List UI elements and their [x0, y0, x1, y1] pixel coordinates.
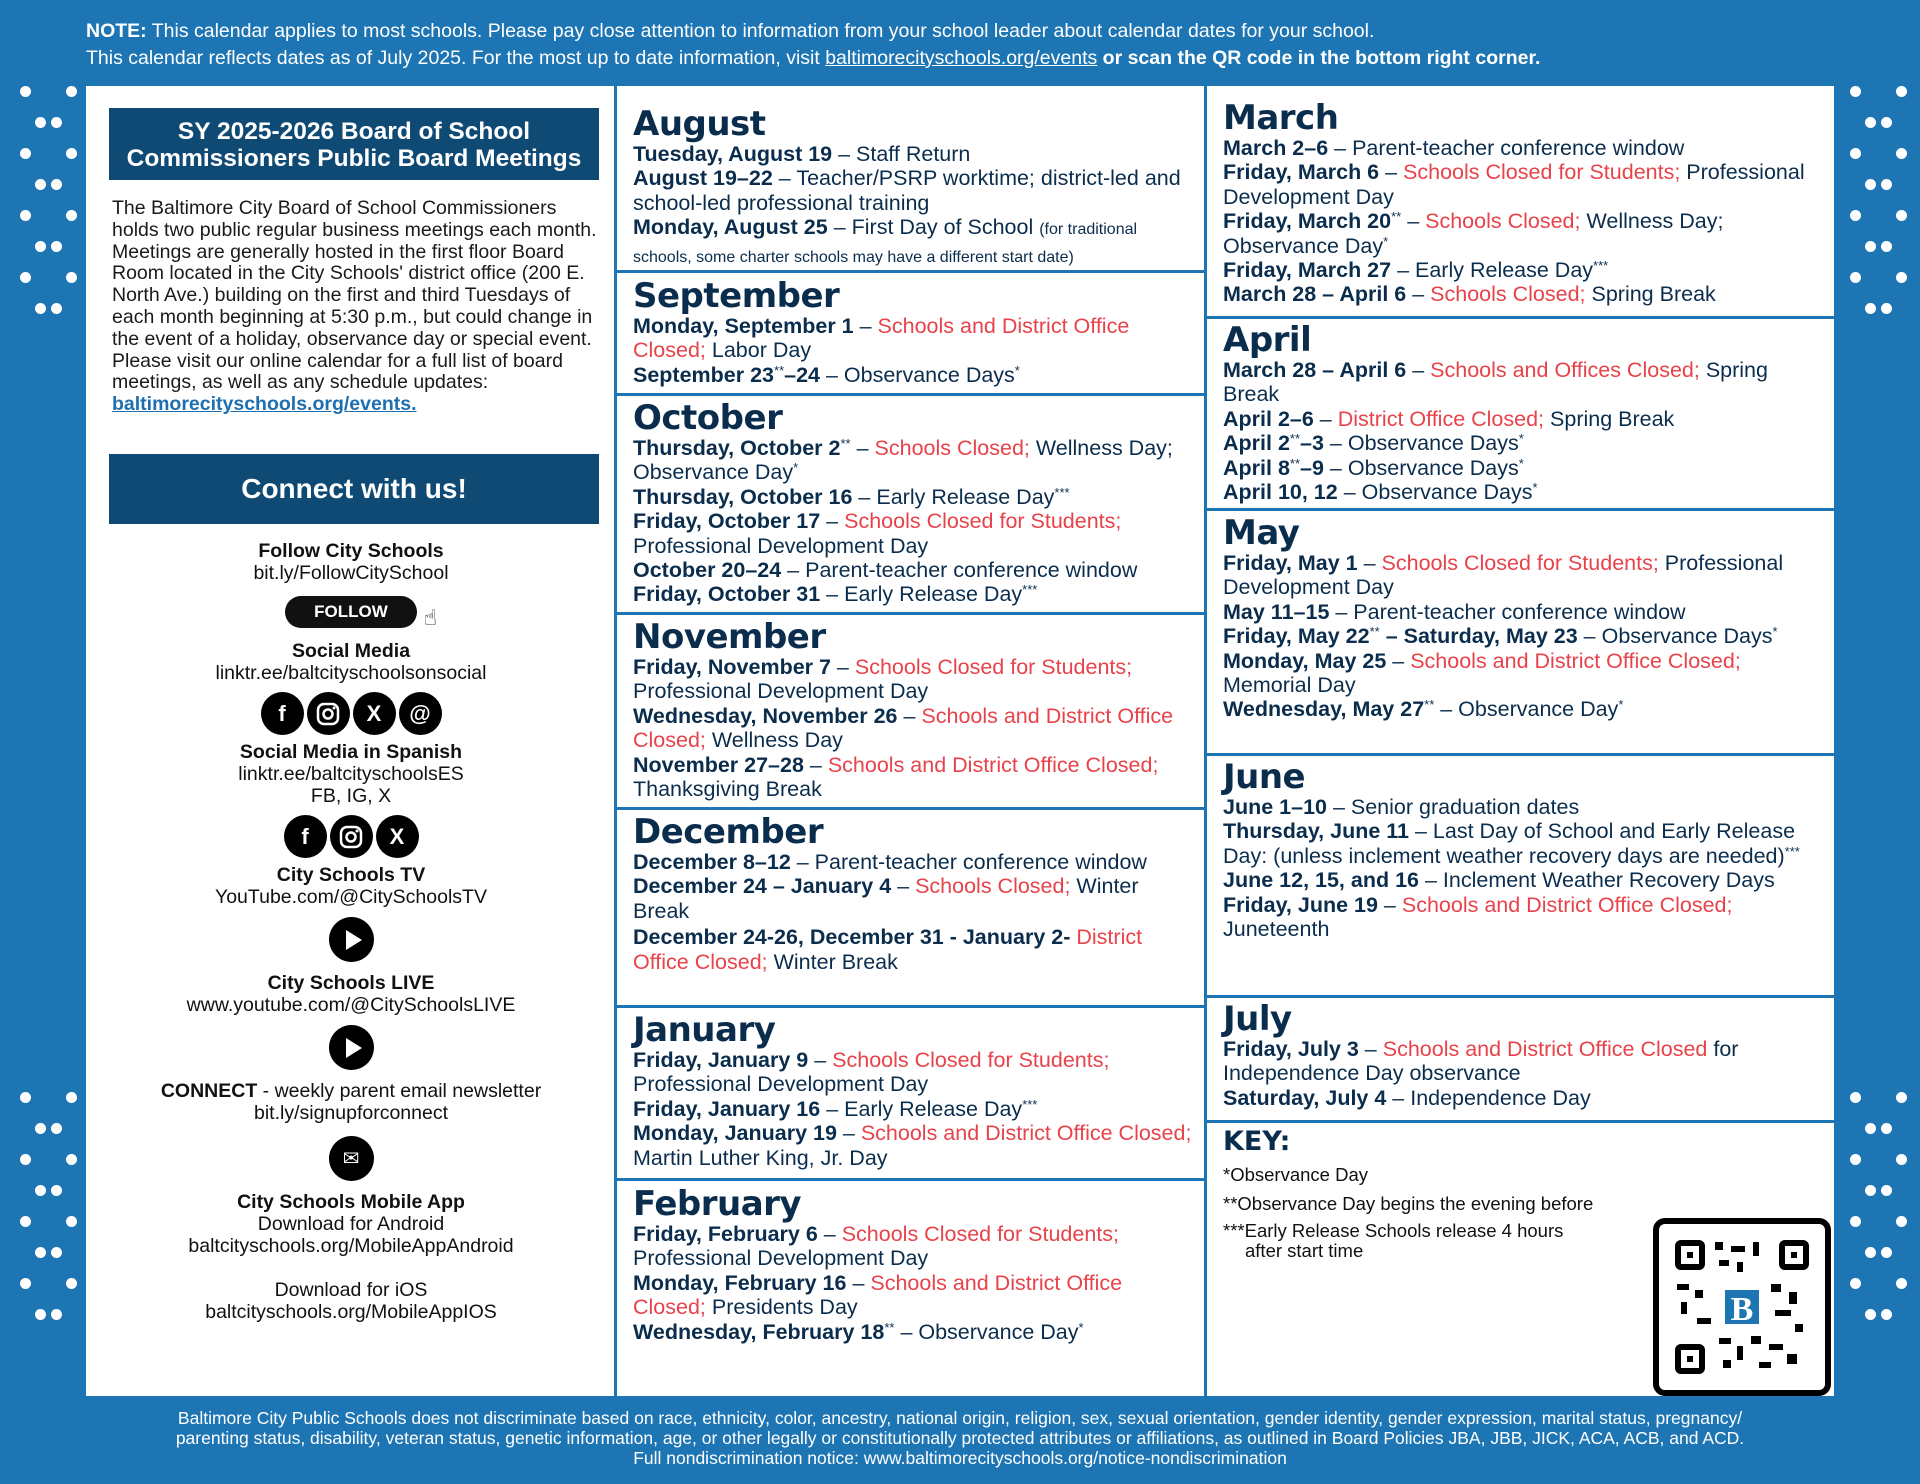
- mobile-app-block: City Schools Mobile App Download for Android baltcityschools.org/MobileAppAndroid Download for iOS baltcityschools.org/MobileAppIOS: [86, 1191, 616, 1323]
- event: December 24-26, December 31 - January 2- District Office Closed; Winter Break: [633, 925, 1143, 974]
- x-icon[interactable]: X: [376, 815, 419, 858]
- month-title: August: [633, 104, 766, 144]
- month-march: [1207, 100, 1807, 307]
- event: September 23**–24 – Observance Days*: [633, 362, 1020, 387]
- left-column: [86, 86, 616, 1396]
- follow-button[interactable]: FOLLOW ☝: [285, 596, 417, 628]
- event: August 19–22 – Teacher/PSRP worktime; district-led and school-led professional training: [633, 166, 1181, 215]
- month-november: [617, 619, 1197, 801]
- facebook-icon[interactable]: f: [284, 815, 327, 858]
- event: Friday, January 9 – Schools Closed for Students; Professional Development Day: [633, 1048, 1110, 1097]
- event: Monday, September 1 – Schools and District Office Closed; Labor Day: [633, 314, 1130, 363]
- month-title: July: [1223, 999, 1292, 1039]
- board-meetings-text: The Baltimore City Board of School Commissioners holds two public regular business meetings each month. Meetings are generally hosted in the first floor Board Room located in the City Schools' district office (200 E. North Ave.) building on the first and third Tuesdays of each month beginning at 5:30 p.m., but could change in the event of a holiday, observance day or special event. Please visit our online calendar for a full list of board meetings, as well as any schedule updates: baltimorecityschools.org/events.: [112, 198, 602, 416]
- follow-link[interactable]: bit.ly/FollowCitySchool: [253, 562, 449, 584]
- month-divider: [1207, 995, 1834, 998]
- month-divider: [1207, 508, 1834, 511]
- event: April 8**–9 – Observance Days*: [1223, 455, 1524, 480]
- event: Friday, March 20** – Schools Closed; Wellness Day; Observance Day*: [1223, 209, 1724, 258]
- tv-block: City Schools TV YouTube.com/@CitySchoolsTV: [86, 864, 616, 908]
- month-title: May: [1223, 513, 1300, 553]
- social-list: [86, 540, 616, 1323]
- event: Thursday, June 11 – Last Day of School and Early Release Day: (unless inclement weather recovery days are needed)***: [1223, 819, 1800, 868]
- event: December 8–12 – Parent-teacher conference window: [633, 850, 1147, 874]
- tv-link[interactable]: YouTube.com/@CitySchoolsTV: [215, 886, 487, 908]
- event: Friday, March 6 – Schools Closed for Students; Professional Development Day: [1223, 160, 1805, 209]
- month-october: [617, 400, 1197, 607]
- event: March 28 – April 6 – Schools and Offices Closed; Spring Break: [1223, 358, 1768, 407]
- month-divider: [1207, 1120, 1834, 1123]
- event: Friday, May 1 – Schools Closed for Students; Professional Development Day: [1223, 551, 1784, 600]
- event: Friday, October 31 – Early Release Day***: [633, 582, 1038, 607]
- live-link[interactable]: www.youtube.com/@CitySchoolsLIVE: [186, 994, 516, 1016]
- social-media-block: Social Media linktr.ee/baltcityschoolsonsocial: [86, 640, 616, 684]
- nondiscrimination-link[interactable]: Full nondiscrimination notice: www.baltimorecityschools.org/notice-nondiscrimination: [633, 1448, 1287, 1468]
- event: Wednesday, November 26 – Schools and District Office Closed; Wellness Day: [633, 703, 1174, 753]
- month-july: [1207, 1001, 1807, 1110]
- spanish-social-block: Social Media in Spanish linktr.ee/baltcityschoolsES FB, IG, X: [86, 741, 616, 807]
- month-june: [1207, 759, 1807, 941]
- play-icon[interactable]: [329, 917, 374, 962]
- x-icon[interactable]: X: [353, 692, 396, 735]
- event: May 11–15 – Parent-teacher conference window: [1223, 599, 1686, 624]
- social-media-link[interactable]: linktr.ee/baltcityschoolsonsocial: [215, 662, 487, 684]
- event: Friday, November 7 – Schools Closed for Students; Professional Development Day: [633, 655, 1133, 704]
- pointer-hand-icon: ☝: [423, 605, 437, 630]
- month-title: September: [633, 276, 840, 316]
- newsletter-link[interactable]: bit.ly/signupforconnect: [253, 1102, 449, 1124]
- live-block: City Schools LIVE www.youtube.com/@CitySchoolsLIVE: [86, 972, 616, 1016]
- board-events-link[interactable]: baltimorecityschools.org/events.: [112, 393, 417, 416]
- event: November 27–28 – Schools and District Office Closed; Thanksgiving Break: [633, 752, 1159, 802]
- event: Friday, May 22** – Saturday, May 23 – Observance Days*: [1223, 624, 1778, 649]
- event: Friday, October 17 – Schools Closed for Students; Professional Development Day: [633, 509, 1122, 558]
- month-january: [617, 1012, 1197, 1170]
- newsletter-block: CONNECT - weekly parent email newsletter bit.ly/signupforconnect: [86, 1080, 616, 1124]
- month-divider: [617, 393, 1204, 396]
- decorative-dots-bottom-right: [1850, 1092, 1912, 1320]
- month-september: [617, 278, 1197, 387]
- month-title: February: [633, 1184, 802, 1224]
- event: March 28 – April 6 – Schools Closed; Spring Break: [1223, 282, 1716, 307]
- event: October 20–24 – Parent-teacher conference window: [633, 558, 1138, 583]
- event: Friday, February 6 – Schools Closed for Students; Professional Development Day: [633, 1222, 1119, 1271]
- month-title: January: [633, 1010, 776, 1050]
- month-title: June: [1223, 757, 1306, 797]
- key-title: KEY:: [1223, 1126, 1291, 1157]
- decorative-dots-bottom-left: [20, 1092, 82, 1320]
- spanish-social-link[interactable]: linktr.ee/baltcityschoolsES: [238, 763, 464, 785]
- month-title: November: [633, 617, 826, 657]
- month-divider: [617, 1005, 1204, 1008]
- event: April 10, 12 – Observance Days*: [1223, 480, 1538, 505]
- spanish-social-icons: [86, 815, 616, 858]
- event: April 2–6 – District Office Closed; Spring Break: [1223, 406, 1675, 431]
- facebook-icon[interactable]: f: [261, 692, 304, 735]
- calendar-card: [86, 86, 1834, 1396]
- event: Thursday, October 16 – Early Release Day***: [633, 484, 1070, 509]
- event: Friday, March 27 – Early Release Day***: [1223, 258, 1609, 283]
- instagram-icon[interactable]: [330, 815, 373, 858]
- threads-icon[interactable]: @: [399, 692, 442, 735]
- event: Friday, June 19 – Schools and District Office Closed; Juneteenth: [1223, 892, 1733, 942]
- connect-banner: Connect with us!: [109, 454, 599, 524]
- month-february: [617, 1186, 1197, 1344]
- event: Friday, January 16 – Early Release Day***: [633, 1096, 1038, 1121]
- events-link[interactable]: baltimorecityschools.org/events: [825, 47, 1098, 69]
- event: Monday, August 25 – First Day of School (for traditional schools, some charter schools may have a different start date): [633, 215, 1138, 266]
- follow-block: Follow City Schools bit.ly/FollowCitySchool: [86, 540, 616, 584]
- month-divider: [1207, 316, 1834, 319]
- instagram-icon[interactable]: [307, 692, 350, 735]
- month-divider: [617, 270, 1204, 273]
- month-august: [617, 106, 1197, 270]
- decorative-dots-top-left: [20, 86, 82, 314]
- event: Thursday, October 2** – Schools Closed; Wellness Day; Observance Day*: [633, 436, 1173, 485]
- event: Tuesday, August 19 – Staff Return: [633, 142, 971, 166]
- footer-nondiscrimination: Baltimore City Public Schools does not discriminate based on race, ethnicity, color, ancestry, national origin, religion, sex, sexual orientation, gender identity, gender expression, marital status, pregnancy/ parenting status, disability, veteran status, genetic information, age, or other legally or constitutionally protected attributes or affiliations, as outlined in Board Policies JBA, JBB, JICK, ACA, ACB, and ACD. Full nondiscrimination notice: www.baltimorecityschools.org/notice-nondiscrimination: [60, 1408, 1860, 1468]
- month-title: December: [633, 812, 824, 852]
- month-title: April: [1223, 320, 1312, 360]
- event: Monday, January 19 – Schools and District Office Closed; Martin Luther King, Jr. Day: [633, 1121, 1192, 1170]
- play-icon[interactable]: [329, 1025, 374, 1070]
- ios-app-link[interactable]: baltcityschools.org/MobileAppIOS: [205, 1301, 497, 1323]
- month-divider: [1207, 753, 1834, 756]
- social-icons: [86, 692, 616, 735]
- event: December 24 – January 4 – Schools Closed; Winter Break: [633, 874, 1139, 923]
- event: Monday, February 16 – Schools and District Office Closed; Presidents Day: [633, 1270, 1123, 1320]
- event: Wednesday, February 18** – Observance Day*: [633, 1319, 1084, 1344]
- note-line-1: NOTE: This calendar applies to most schools. Please pay close attention to information from your school leader about calendar dates for your school.: [86, 20, 1375, 42]
- month-december: [617, 814, 1197, 974]
- key-section: KEY: *Observance Day **Observance Day begins the evening before ***Early Release Schools release 4 hours after start time: [1207, 1126, 1647, 1261]
- top-note: [86, 18, 1866, 72]
- event: Wednesday, May 27** – Observance Day*: [1223, 697, 1624, 722]
- event: Saturday, July 4 – Independence Day: [1223, 1085, 1591, 1110]
- month-april: [1207, 322, 1807, 504]
- event: June 1–10 – Senior graduation dates: [1223, 795, 1580, 819]
- android-app-link[interactable]: baltcityschools.org/MobileAppAndroid: [188, 1235, 514, 1257]
- month-divider: [617, 807, 1204, 810]
- event: April 2**–3 – Observance Days*: [1223, 431, 1524, 456]
- board-meetings-title: SY 2025-2026 Board of School Commissioners Public Board Meetings: [109, 108, 599, 180]
- month-title: October: [633, 398, 783, 438]
- month-divider: [617, 612, 1204, 615]
- event: Friday, July 3 – Schools and District Office Closed for Independence Day observance: [1223, 1037, 1739, 1086]
- month-divider: [617, 1178, 1204, 1181]
- month-may: [1207, 515, 1807, 722]
- baltimore-logo: B: [1722, 1287, 1762, 1327]
- qr-code[interactable]: [1653, 1218, 1831, 1396]
- event: June 12, 15, and 16 – Inclement Weather Recovery Days: [1223, 868, 1775, 893]
- event: March 2–6 – Parent-teacher conference window: [1223, 136, 1685, 160]
- month-title: March: [1223, 98, 1339, 138]
- event: Monday, May 25 – Schools and District Office Closed; Memorial Day: [1223, 648, 1741, 698]
- decorative-dots-top-right: [1850, 86, 1912, 314]
- mail-icon[interactable]: ✉: [329, 1136, 374, 1181]
- note-line-2: This calendar reflects dates as of July 2025. For the most up to date information, visit baltimorecityschools.org/events or scan the QR code in the bottom right corner.: [86, 47, 1541, 69]
